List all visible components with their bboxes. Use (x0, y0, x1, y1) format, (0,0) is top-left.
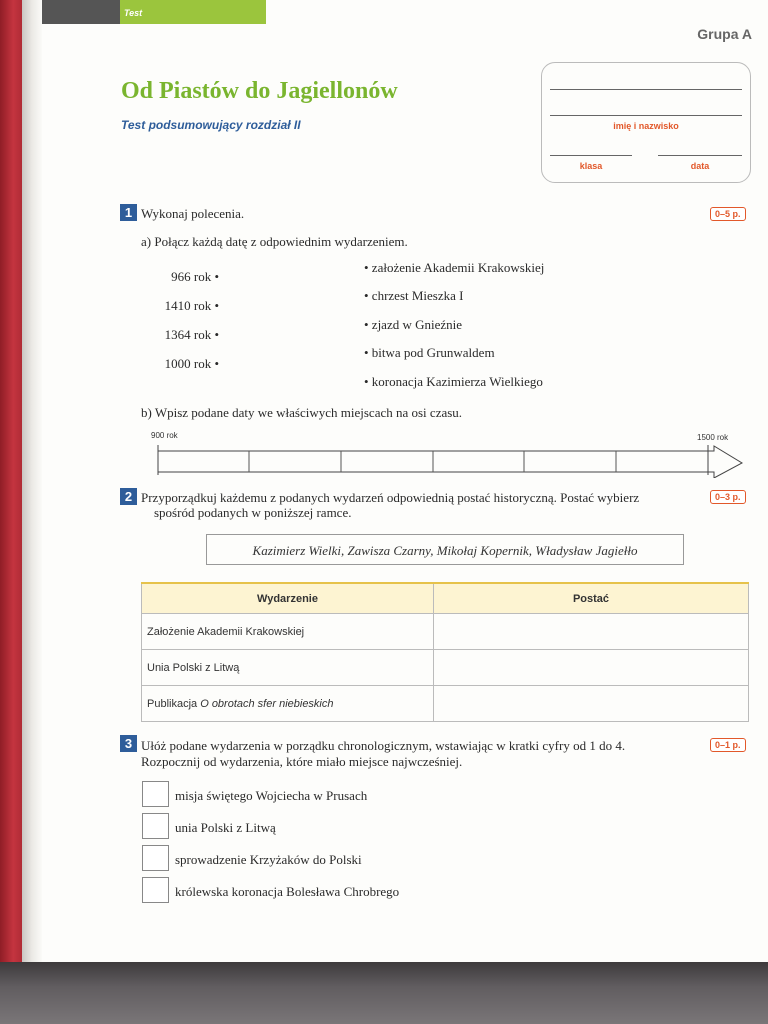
q2-instruction-line1: Przyporządkuj każdemu z podanych wydarzeń odpowiednią postać historyczną. Postać wybierz (141, 490, 640, 505)
date-item[interactable]: 966 rok • (171, 269, 219, 284)
q2-instruction-line2: spośród podanych w poniższej ramce. (154, 505, 352, 520)
q1-points: 0–5 p. (710, 207, 746, 221)
name-line-1[interactable] (550, 89, 742, 90)
person-cell[interactable] (434, 686, 749, 722)
q2-points: 0–3 p. (710, 490, 746, 504)
column-header-event: Wydarzenie (142, 583, 434, 614)
name-label: imię i nazwisko (613, 121, 679, 131)
question-3-number: 3 (120, 735, 137, 752)
test-tab: Test (120, 0, 266, 24)
table-row (142, 686, 749, 722)
q1-part-a: a) Połącz każdą datę z odpowiednim wydarzeniem. (141, 234, 408, 249)
book-spine (0, 0, 22, 962)
header-band (42, 0, 120, 24)
date-item[interactable]: 1000 rok • (164, 356, 219, 371)
question-1-number: 1 (120, 204, 137, 221)
q2-table (141, 582, 749, 722)
q1-instruction: Wykonaj polecenia. (141, 206, 245, 221)
order-item: królewska koronacja Bolesława Chrobrego (175, 884, 400, 899)
table-row (142, 650, 749, 686)
order-box[interactable] (142, 877, 169, 903)
q1-part-b: b) Wpisz podane daty we właściwych miejscach na osi czasu. (141, 405, 463, 420)
event-item[interactable]: • zjazd w Gnieźnie (364, 317, 463, 332)
timeline-end-label: 1500 rok (697, 433, 729, 442)
group-label: Grupa A (697, 26, 752, 42)
page-subtitle: Test podsumowujący rozdział II (121, 118, 301, 132)
book-title: O obrotach sfer niebieskich (200, 697, 334, 710)
page-edge (22, 0, 42, 962)
student-info-box (541, 62, 751, 183)
date-line[interactable] (658, 155, 742, 156)
event-cell: Założenie Akademii Krakowskiej (142, 614, 434, 650)
event-cell (142, 686, 434, 722)
background-surface (0, 962, 768, 1024)
event-item[interactable]: • koronacja Kazimierza Wielkiego (364, 374, 543, 389)
timeline-axis (158, 445, 742, 478)
order-box[interactable] (142, 781, 169, 807)
date-item[interactable]: 1364 rok • (164, 327, 219, 342)
event-cell: Unia Polski z Litwą (142, 650, 434, 686)
page-title: Od Piastów do Jagiellonów (121, 78, 398, 104)
event-item[interactable]: • bitwa pod Grunwaldem (364, 345, 495, 360)
event-item[interactable]: • założenie Akademii Krakowskiej (364, 260, 545, 275)
order-box[interactable] (142, 845, 169, 871)
timeline (150, 442, 746, 478)
question-2-number: 2 (120, 488, 137, 505)
order-box[interactable] (142, 813, 169, 839)
order-item: unia Polski z Litwą (175, 820, 276, 835)
q3-instruction-line2: Rozpocznij od wydarzenia, które miało miejsce najwcześniej. (141, 754, 463, 769)
timeline-segments[interactable] (249, 451, 616, 472)
date-item[interactable]: 1410 rok • (164, 298, 219, 313)
class-label: klasa (579, 161, 603, 171)
event-item[interactable]: • chrzest Mieszka I (364, 288, 464, 303)
names-box: Kazimierz Wielki, Zawisza Czarny, Mikołaj Kopernik, Władysław Jagiełło (206, 534, 684, 565)
timeline-start-label: 900 rok (151, 431, 178, 440)
person-cell[interactable] (434, 650, 749, 686)
date-label: data (690, 161, 710, 171)
column-header-person: Postać (434, 583, 749, 614)
name-line-2[interactable] (550, 115, 742, 116)
q3-instruction-line1: Ułóż podane wydarzenia w porządku chronologicznym, wstawiając w kratki cyfry od 1 do 4. (141, 738, 626, 753)
class-line[interactable] (550, 155, 632, 156)
order-item: misja świętego Wojciecha w Prusach (175, 788, 368, 803)
table-row (142, 614, 749, 650)
q3-points: 0–1 p. (710, 738, 746, 752)
person-cell[interactable] (434, 614, 749, 650)
event-prefix: Publikacja (147, 697, 201, 710)
order-item: sprowadzenie Krzyżaków do Polski (175, 852, 362, 867)
